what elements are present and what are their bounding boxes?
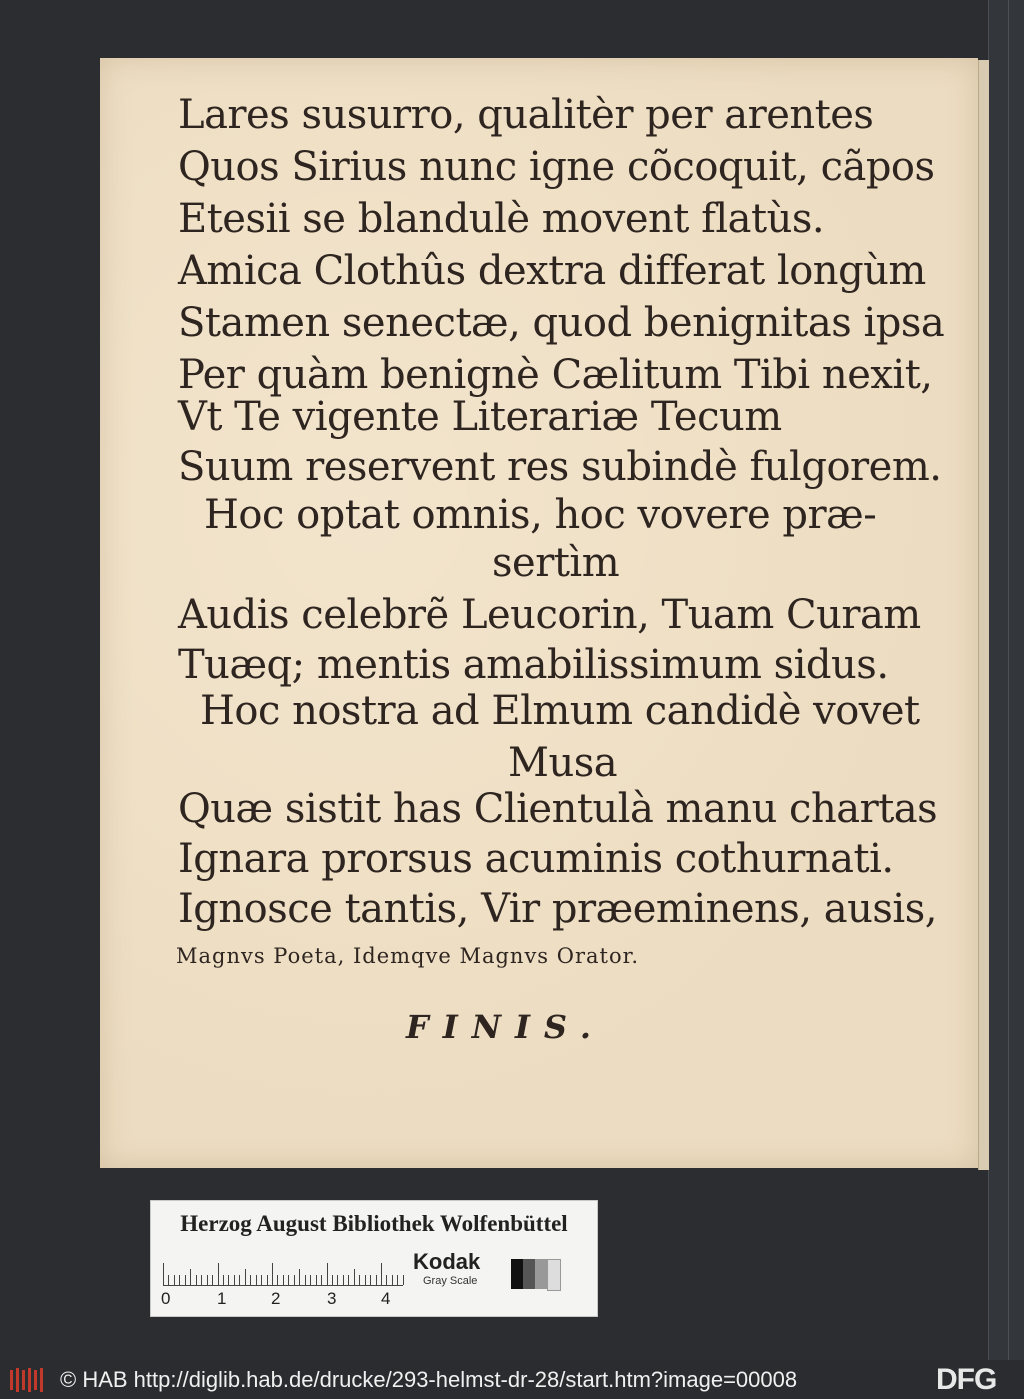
page-edge-line: [1008, 0, 1009, 1360]
ruler-tick: [365, 1275, 366, 1285]
footer-bar: [0, 1360, 1024, 1399]
library-scan-label: [150, 1200, 598, 1317]
ruler-number: 4: [381, 1289, 391, 1308]
text-line: Lares susurro, qualitèr per arentes: [178, 92, 874, 138]
dfg-logo: DFG: [936, 1363, 997, 1396]
ruler-tick: [359, 1275, 360, 1285]
ruler-tick: [256, 1275, 257, 1285]
ruler-tick: [239, 1275, 240, 1285]
text-line: Amica Clothûs dextra differat longùm: [178, 248, 926, 294]
ruler-tick: [392, 1275, 393, 1285]
text-line: Ignosce tantis, Vir præeminens, ausis,: [178, 886, 937, 932]
book-page: [100, 58, 978, 1168]
ruler-tick: [218, 1263, 219, 1285]
text-line: Suum reservent res subindè fulgorem.: [178, 444, 942, 490]
ruler-tick: [343, 1275, 344, 1285]
kodak-logo: Kodak: [413, 1249, 481, 1274]
text-line: Quos Sirius nunc igne cõcoquit, cãpos: [178, 144, 935, 190]
text-line: Stamen senectæ, quod benignitas ipsa: [178, 300, 945, 346]
ruler-tick: [316, 1275, 317, 1285]
ruler-tick: [327, 1263, 328, 1285]
ruler-tick: [376, 1275, 377, 1285]
ruler-tick: [403, 1275, 404, 1285]
ruler-tick: [163, 1263, 164, 1285]
ruler-tick: [381, 1263, 382, 1285]
text-line: Quæ sistit has Clientulà manu chartas: [178, 786, 938, 832]
ruler-tick: [321, 1275, 322, 1285]
ruler-tick: [185, 1275, 186, 1285]
ruler-number: 0: [161, 1289, 171, 1308]
ruler-tick: [212, 1275, 213, 1285]
text-line: Per quàm benignè Cælitum Tibi nexit,: [178, 352, 933, 398]
institution-name: Herzog August Bibliothek Wolfenbüttel: [180, 1211, 568, 1236]
binding-edge: [978, 60, 989, 1170]
ruler-tick: [348, 1275, 349, 1285]
ruler-tick: [190, 1269, 191, 1285]
ruler-tick: [207, 1275, 208, 1285]
ruler-tick: [267, 1275, 268, 1285]
ruler-tick: [179, 1275, 180, 1285]
text-line: Hoc optat omnis, hoc vovere præ-: [204, 492, 877, 538]
ruler-tick: [234, 1275, 235, 1285]
ruler-tick: [201, 1275, 202, 1285]
gray-swatch-dark: [523, 1259, 535, 1289]
citation-link[interactable]: © HAB http://diglib.hab.de/drucke/293-helmst-dr-28/start.htm?image=00008: [60, 1367, 798, 1392]
ruler-tick: [332, 1275, 333, 1285]
ruler-tick: [299, 1269, 300, 1285]
ruler-tick: [277, 1275, 278, 1285]
ruler-tick: [245, 1269, 246, 1285]
text-line: Musa: [508, 740, 618, 786]
ruler-tick: [337, 1275, 338, 1285]
text-line: Etesii se blandulè movent flatùs.: [178, 196, 825, 242]
ruler-tick: [310, 1275, 311, 1285]
ruler-tick: [196, 1275, 197, 1285]
ruler-tick: [354, 1269, 355, 1285]
ruler-tick: [305, 1275, 306, 1285]
gray-swatch-light: [547, 1259, 561, 1291]
finis-mark: FINIS.: [406, 1008, 606, 1046]
ruler-tick: [397, 1275, 398, 1285]
gray-scale-label: Gray Scale: [423, 1275, 478, 1287]
text-line: sertìm: [492, 540, 620, 586]
ruler-tick: [283, 1275, 284, 1285]
ruler-tick: [223, 1275, 224, 1285]
text-line: Audis celebrẽ Leucorin, Tuam Curam: [178, 592, 921, 638]
text-line: Ignara prorsus acuminis cothurnati.: [178, 836, 894, 882]
text-line: Tuæq; mentis amabilissimum sidus.: [178, 642, 889, 688]
hab-logo-icon: [8, 1366, 48, 1394]
ruler-tick: [386, 1275, 387, 1285]
ruler-tick: [288, 1275, 289, 1285]
ruler-tick: [272, 1263, 273, 1285]
ruler-tick: [294, 1275, 295, 1285]
ruler-number: 2: [271, 1289, 281, 1308]
gray-swatch-black: [511, 1259, 523, 1289]
ruler-tick: [250, 1275, 251, 1285]
ruler-tick: [168, 1275, 169, 1285]
ruler-tick: [261, 1275, 262, 1285]
measurement-ruler: [163, 1253, 403, 1286]
text-line: Vt Te vigente Literariæ Tecum: [178, 394, 782, 440]
ruler-tick: [228, 1275, 229, 1285]
ruler-number: 3: [327, 1289, 337, 1308]
ruler-tick: [174, 1275, 175, 1285]
gray-swatch-mid: [535, 1259, 547, 1289]
text-line: Hoc nostra ad Elmum candidè vovet: [200, 688, 920, 734]
ruler-number: 1: [217, 1289, 227, 1308]
ruler-tick: [370, 1275, 371, 1285]
adjacent-page-edge: [988, 0, 1024, 1360]
closing-line: Magnvs Poeta, Idemqve Magnvs Orator.: [176, 944, 640, 968]
